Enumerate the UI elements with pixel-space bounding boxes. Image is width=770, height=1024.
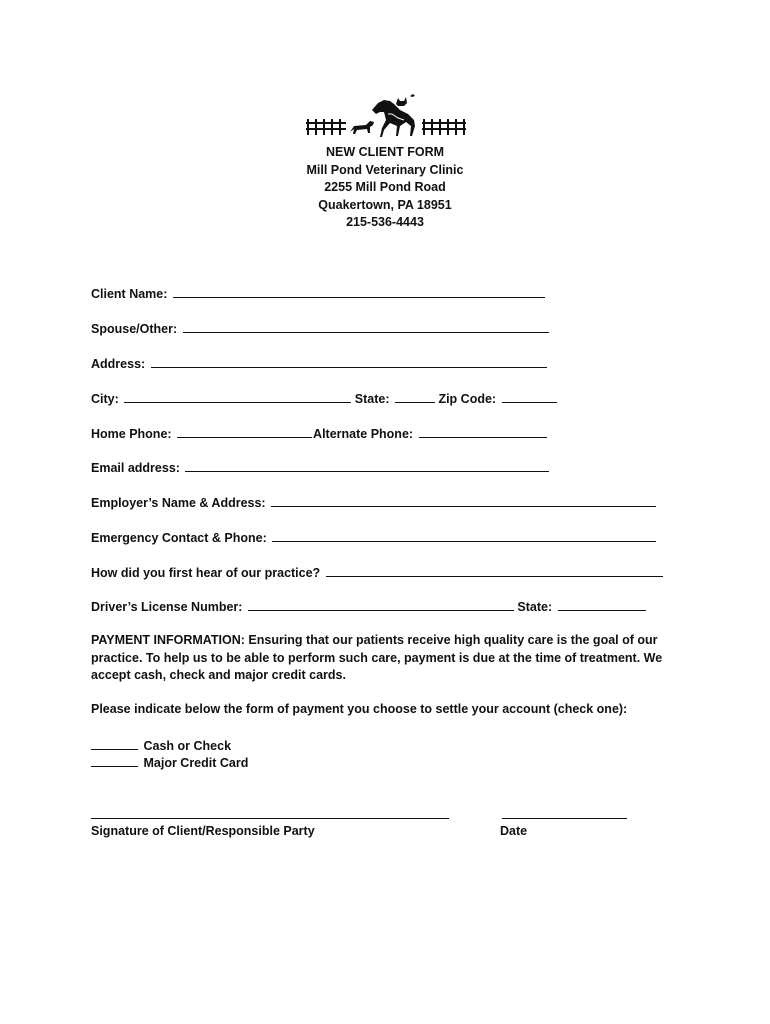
- spouse-field[interactable]: [183, 320, 549, 333]
- date-field[interactable]: [502, 818, 627, 819]
- address-row: [91, 355, 547, 371]
- city-field[interactable]: [124, 390, 351, 403]
- email-field[interactable]: [185, 459, 549, 472]
- form-header: [0, 144, 770, 232]
- hear-field[interactable]: [326, 564, 663, 577]
- clinic-city: Quakertown, PA 18951: [318, 197, 452, 212]
- option-cash-row: [91, 737, 231, 753]
- zip-field[interactable]: [502, 390, 557, 403]
- city-label: City:: [91, 392, 119, 406]
- zip-label: Zip Code:: [438, 392, 497, 406]
- license-row: [91, 598, 646, 614]
- spouse-row: [91, 320, 549, 336]
- payment-info: PAYMENT INFORMATION: Ensuring that our patients receive high quality care is the goal of our practice. To help us to be able to perform such care, payment is due at the time of treatment. We accept cash, check and major credit cards.: [91, 633, 663, 682]
- address-label: Address:: [91, 357, 146, 371]
- alt-phone-label: Alternate Phone:: [313, 427, 414, 441]
- state-label: State:: [354, 392, 390, 406]
- license-label: Driver’s License Number:: [91, 600, 243, 614]
- license-state-field[interactable]: [558, 598, 646, 611]
- date-label: Date: [500, 824, 528, 838]
- hear-label: How did you first hear of our practice?: [91, 566, 321, 580]
- email-label: Email address:: [91, 461, 180, 475]
- employer-field[interactable]: [271, 494, 656, 507]
- client-name-field[interactable]: [173, 285, 545, 298]
- clinic-logo-animals-icon: [300, 92, 472, 144]
- license-field[interactable]: [248, 598, 514, 611]
- address-field[interactable]: [151, 355, 547, 368]
- state-field[interactable]: [395, 390, 435, 403]
- alt-phone-field[interactable]: [419, 425, 547, 438]
- emergency-field[interactable]: [272, 529, 656, 542]
- employer-row: [91, 494, 656, 510]
- payment-instruction: Please indicate below the form of payment you choose to settle your account (check one):: [91, 702, 628, 716]
- employer-label: Employer’s Name & Address:: [91, 496, 266, 510]
- spouse-label: Spouse/Other:: [91, 322, 178, 336]
- form-title: NEW CLIENT FORM: [325, 145, 445, 159]
- signature-field[interactable]: [91, 818, 449, 819]
- emergency-row: [91, 529, 656, 545]
- credit-card-label: Major Credit Card: [143, 756, 249, 770]
- signature-label: Signature of Client/Responsible Party: [91, 824, 315, 838]
- client-name-label: Client Name:: [91, 287, 168, 301]
- credit-card-field[interactable]: [91, 754, 138, 767]
- home-phone-label: Home Phone:: [91, 427, 172, 441]
- cash-check-field[interactable]: [91, 737, 138, 750]
- city-row: [91, 390, 557, 406]
- license-state-label: State:: [517, 600, 553, 614]
- email-row: [91, 459, 549, 475]
- hear-row: [91, 564, 663, 580]
- emergency-label: Emergency Contact & Phone:: [91, 531, 267, 545]
- option-credit-row: [91, 754, 248, 770]
- clinic-street: 2255 Mill Pond Road: [324, 180, 446, 194]
- client-name-row: [91, 285, 545, 301]
- clinic-phone: 215-536-4443: [346, 215, 424, 229]
- phone-row: [91, 425, 547, 441]
- clinic-name: Mill Pond Veterinary Clinic: [306, 162, 464, 177]
- cash-check-label: Cash or Check: [143, 739, 232, 753]
- home-phone-field[interactable]: [177, 425, 312, 438]
